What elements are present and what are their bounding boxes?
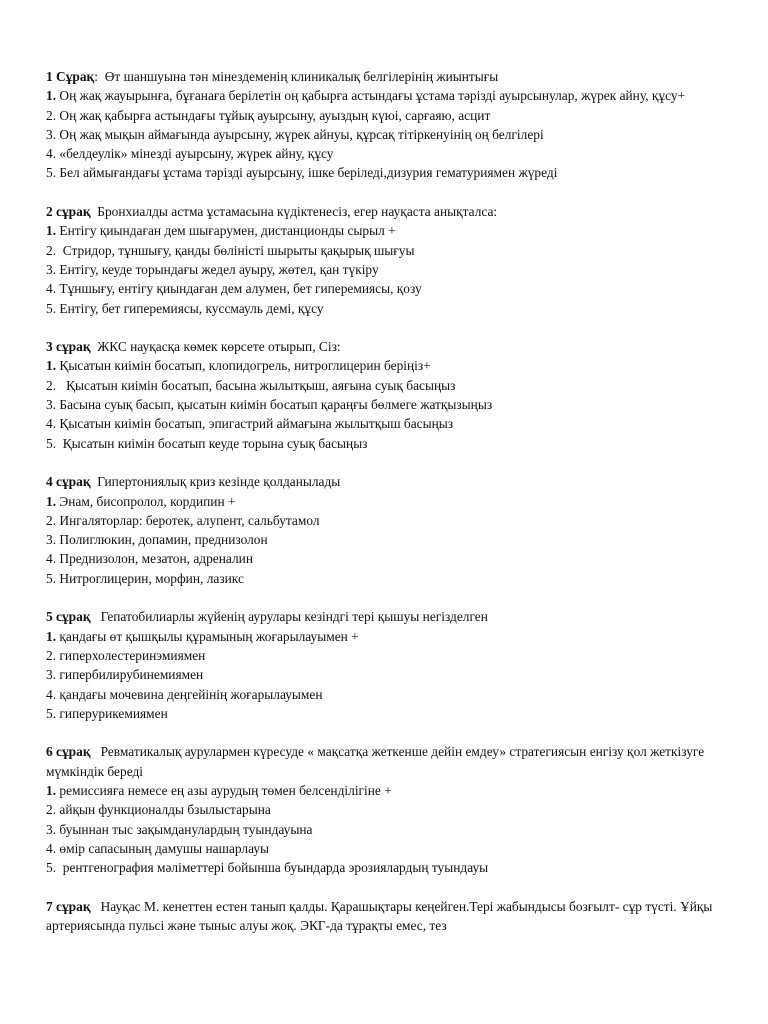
answer-number: 1 xyxy=(46,358,53,374)
answer-text: рентгенография мәліметтері бойынша буындарда эрозиялардың туындауы xyxy=(59,860,489,876)
question-text: Бронхиалды астма ұстамасына күдіктенесіз, егер науқаста анықталса: xyxy=(97,204,498,220)
question-separator xyxy=(91,609,101,624)
answer-number: 5 xyxy=(46,165,53,181)
answer-number: 2 xyxy=(46,802,53,818)
answer-text: Нитроглицерин, морфин, лазикс xyxy=(59,570,244,586)
question-label: 4 сұрақ xyxy=(46,474,91,490)
answer-text: «белдеулік» мінезді ауырсыну, жүрек айну, құсу xyxy=(59,146,334,162)
question-4 xyxy=(46,472,726,588)
answer-number: 4 xyxy=(46,551,53,567)
answer-option: 4. қандағы мочевина деңгейінің жоғарылауымен xyxy=(46,686,323,702)
answer-option: 2. Қысатын киімін босатып, басына жылытқыш, аяғына суық басыңыз xyxy=(46,377,456,393)
question-5 xyxy=(46,607,726,723)
answer-option: 1. Қысатын киімін босатып, клопидогрель, нитроглицерин беріңіз+ xyxy=(46,358,431,374)
question-separator: : xyxy=(94,69,105,84)
answer-number: 4 xyxy=(46,840,53,856)
answer-number: 2 xyxy=(46,512,53,528)
answer-text: Басына суық басып, қысатын киімін босатып қараңғы бөлмеге жатқызыңыз xyxy=(59,397,493,413)
answer-number: 4 xyxy=(46,146,53,162)
answer-text: айқын функционалды бзылыстарына xyxy=(59,802,271,818)
question-label: 1 Сұрақ xyxy=(46,69,95,84)
answer-text: гипербилирубинемиямен xyxy=(59,667,204,683)
answer-option: 5. Қысатын киімін босатып кеуде торына суық басыңыз xyxy=(46,435,368,451)
answer-option: 3. буыннан тыс зақымданулардың туындауына xyxy=(46,821,313,837)
question-text: Ревматикалық аурулармен күресуде « мақсатқа жеткенше дейін емдеу» стратегиясын енгізу қол жеткізуге мүмкіндік береді xyxy=(46,744,705,779)
answer-number: 1 xyxy=(46,493,53,509)
answer-number: 1 xyxy=(46,782,53,798)
answer-text: гиперхолестеринэмиямен xyxy=(59,647,206,663)
answer-option: 1. Энам, бисопролол, кордипин + xyxy=(46,493,236,509)
question-label: 3 сұрақ xyxy=(46,339,91,355)
question-separator xyxy=(91,744,101,759)
answer-option: 2. Ингаляторлар: беротек, алупент, сальбутамол xyxy=(46,512,320,528)
answer-number: 3 xyxy=(46,126,53,142)
answer-number: 1 xyxy=(46,88,53,104)
answer-text: Ентігу қиындаған дем шығарумен, дистанционды сырыл + xyxy=(59,223,396,239)
answer-text: Оң жақ қабырға астындағы тұйық ауырсыну, ауыздың күюі, сарғаяю, асцит xyxy=(59,107,491,123)
question-label: 7 сұрақ xyxy=(46,898,91,914)
answer-number: 3 xyxy=(46,667,53,683)
answer-number: 1 xyxy=(46,223,53,239)
question-3 xyxy=(46,337,726,453)
question-heading xyxy=(46,202,726,221)
answer-number: 2 xyxy=(46,377,53,393)
answer-text: Преднизолон, мезатон, адреналин xyxy=(59,551,253,567)
answer-number: 4 xyxy=(46,281,53,297)
answer-option: 3. Ентігу, кеуде торындағы жедел ауыру, жөтел, қан түкіру xyxy=(46,261,379,277)
answer-option: 4. өмір сапасының дамушы нашарлауы xyxy=(46,840,270,856)
answer-number: 5 xyxy=(46,860,53,876)
answer-number: 5 xyxy=(46,435,53,451)
answer-text: өмір сапасының дамушы нашарлауы xyxy=(59,840,270,856)
question-label: 2 сұрақ xyxy=(46,204,91,220)
answer-number: 3 xyxy=(46,397,53,413)
question-heading xyxy=(46,337,726,356)
answer-option: 2. гиперхолестеринэмиямен xyxy=(46,647,206,663)
answer-option: 1. қандағы өт қышқылы құрамының жоғарылауымен + xyxy=(46,628,359,644)
question-label: 6 сұрақ xyxy=(46,744,91,760)
answer-text: ремиссияға немесе ең азы аурудың төмен белсенділігіне + xyxy=(59,782,392,798)
question-separator xyxy=(91,899,101,914)
answer-text: гиперурикемиямен xyxy=(59,705,168,721)
answer-option: 4. Қысатын киімін босатып, эпигастрий аймағына жылытқыш басыңыз xyxy=(46,416,454,432)
answer-number: 5 xyxy=(46,570,53,586)
question-text: Өт шаншуына тән мінездеменің клиникалық белгілерінің жиынтығы xyxy=(104,69,499,84)
answer-option: 4. Тұншығу, ентігу қиындаған дем алумен, бет гиперемиясы, қозу xyxy=(46,281,422,297)
question-text: Гепатобилиарлы жүйенің аурулары кезіндгі тері қышуы негізделген xyxy=(100,609,488,625)
answer-option: 5. гиперурикемиямен xyxy=(46,705,168,721)
answer-option: 5. Бел аймығандағы ұстама тәрізді ауырсыну, ішке беріледі,дизурия гематуриямен жүреді xyxy=(46,165,558,181)
answer-option: 3. гипербилирубинемиямен xyxy=(46,667,204,683)
answer-number: 2 xyxy=(46,107,53,123)
answer-option: 1. Оң жақ жауырынға, бұғанаға берілетін оң қабырға астындағы ұстама тәрізді ауырсынулар, жүрек айну, құсу+ xyxy=(46,88,686,104)
answer-number: 3 xyxy=(46,532,53,548)
answer-number: 2 xyxy=(46,242,53,258)
answer-text: буыннан тыс зақымданулардың туындауына xyxy=(59,821,313,837)
question-2 xyxy=(46,202,726,318)
answer-option: 5. рентгенография мәліметтері бойынша буындарда эрозиялардың туындауы xyxy=(46,860,489,876)
answer-option: 3. Басына суық басып, қысатын киімін босатып қараңғы бөлмеге жатқызыңыз xyxy=(46,397,493,413)
answer-text: қандағы өт қышқылы құрамының жоғарылауымен + xyxy=(59,628,359,644)
answer-text: Полиглюкин, допамин, преднизолон xyxy=(59,532,268,548)
answer-text: Ентігу, кеуде торындағы жедел ауыру, жөтел, қан түкіру xyxy=(59,261,379,277)
answer-text: Ентігу, бет гиперемиясы, куссмауль демі, құсу xyxy=(59,300,324,316)
answer-option: 2. Оң жақ қабырға астындағы тұйық ауырсыну, ауыздың күюі, сарғаяю, асцит xyxy=(46,107,491,123)
question-heading xyxy=(46,67,726,86)
answer-option: 4. Преднизолон, мезатон, адреналин xyxy=(46,551,253,567)
answer-option: 5. Ентігу, бет гиперемиясы, куссмауль демі, құсу xyxy=(46,300,324,316)
question-heading xyxy=(46,897,726,936)
question-6 xyxy=(46,742,726,877)
answer-text: Тұншығу, ентігу қиындаған дем алумен, бет гиперемиясы, қозу xyxy=(59,281,422,297)
question-7 xyxy=(46,897,726,936)
question-1 xyxy=(46,67,726,183)
question-heading xyxy=(46,607,726,626)
answer-text: қандағы мочевина деңгейінің жоғарылауымен xyxy=(59,686,323,702)
answer-text: Қысатын киімін босатып, басына жылытқыш, аяғына суық басыңыз xyxy=(59,377,456,393)
answer-number: 4 xyxy=(46,686,53,702)
answer-option: 3. Полиглюкин, допамин, преднизолон xyxy=(46,532,268,548)
answer-text: Энам, бисопролол, кордипин + xyxy=(59,493,236,509)
answer-number: 5 xyxy=(46,300,53,316)
question-heading xyxy=(46,742,726,781)
answer-number: 5 xyxy=(46,705,53,721)
answer-number: 3 xyxy=(46,821,53,837)
answer-option: 3. Оң жақ мықын аймағында ауырсыну, жүрек айнуы, құрсақ тітіркенуінің оң белгілері xyxy=(46,126,544,142)
answer-text: Қысатын киімін босатып, клопидогрель, нитроглицерин беріңіз+ xyxy=(59,358,431,374)
answer-number: 2 xyxy=(46,647,53,663)
answer-option: 5. Нитроглицерин, морфин, лазикс xyxy=(46,570,244,586)
question-label: 5 сұрақ xyxy=(46,609,91,625)
answer-option: 4. «белдеулік» мінезді ауырсыну, жүрек айну, құсу xyxy=(46,146,334,162)
answer-text: Қысатын киімін босатып, эпигастрий аймағына жылытқыш басыңыз xyxy=(59,416,454,432)
question-text: ЖКС науқасқа көмек көрсете отырып, Сіз: xyxy=(97,339,341,355)
answer-option: 2. Стридор, тұншығу, қанды бөліністі шырыты қақырық шығуы xyxy=(46,242,415,258)
answer-option: 2. айқын функционалды бзылыстарына xyxy=(46,802,271,818)
answer-number: 4 xyxy=(46,416,53,432)
answer-text: Қысатын киімін босатып кеуде торына суық басыңыз xyxy=(59,435,368,451)
answer-text: Оң жақ мықын аймағында ауырсыну, жүрек айнуы, құрсақ тітіркенуінің оң белгілері xyxy=(59,126,544,142)
answer-number: 3 xyxy=(46,261,53,277)
question-text: Гипертониялық криз кезінде қолданылады xyxy=(97,474,341,490)
answer-option: 1. Ентігу қиындаған дем шығарумен, дистанционды сырыл + xyxy=(46,223,396,239)
answer-number: 1 xyxy=(46,628,53,644)
question-heading xyxy=(46,472,726,491)
answer-text: Оң жақ жауырынға, бұғанаға берілетін оң қабырға астындағы ұстама тәрізді ауырсынулар, жүрек айну, құсу+ xyxy=(59,88,686,104)
question-text: Науқас М. кенеттен естен танып қалды. Қарашықтары кеңейген.Тері жабындысы бозғылт- сұр түсті. Ұйқы артериясында пульсі және тыныс алуы жоқ. ЭКГ-да тұрақты емес, тез xyxy=(46,898,713,934)
answer-option: 1. ремиссияға немесе ең азы аурудың төмен белсенділігіне + xyxy=(46,782,392,798)
answer-text: Стридор, тұншығу, қанды бөліністі шырыты қақырық шығуы xyxy=(59,242,415,258)
answer-text: Ингаляторлар: беротек, алупент, сальбутамол xyxy=(59,512,320,528)
document-page xyxy=(46,67,726,955)
answer-text: Бел аймығандағы ұстама тәрізді ауырсыну, ішке беріледі,дизурия гематуриямен жүреді xyxy=(59,165,558,181)
